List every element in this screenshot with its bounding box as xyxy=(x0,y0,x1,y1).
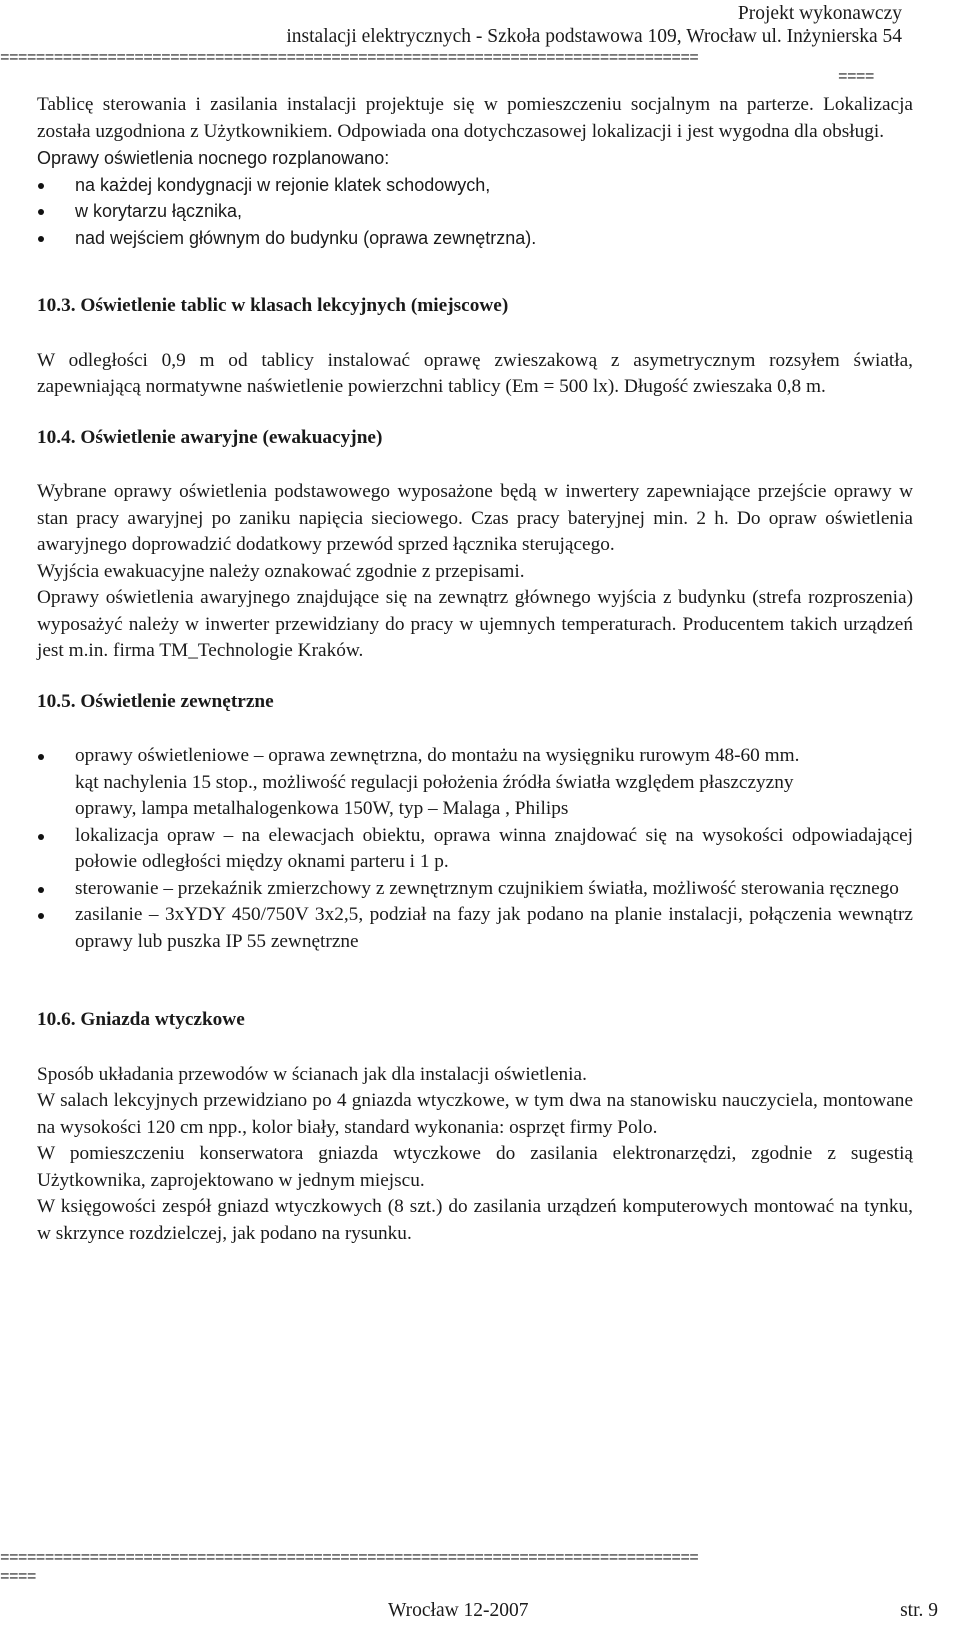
section-10-6-paragraph-2: W salach lekcyjnych przewidziano po 4 gniazda wtyczkowe, w tym dwa na stanowisku nauczyciela, montowane na wysokości 120 cm npp., kolor biały, standard wykonania: osprzęt firmy Polo. xyxy=(37,1090,913,1138)
header-subtitle: instalacji elektrycznych - Szkoła podstawowa 109, Wrocław ul. Inżynierska 54 xyxy=(286,26,902,47)
bullet-icon xyxy=(38,754,44,760)
list-item: sterowanie – przekaźnik zmierzchowy z zewnętrznym czujnikiem światła, możliwość sterowania ręcznego xyxy=(37,876,913,903)
section-10-6-paragraph-3: W pomieszczeniu konserwatora gniazda wtyczkowe do zasilania elektronarzędzi, zgodnie z sugestią Użytkownika, zaprojektowano w jednym miejscu. xyxy=(37,1143,913,1191)
header-title: Projekt wykonawczy xyxy=(737,3,902,24)
section-heading-10-5: 10.5. Oświetlenie zewnętrzne xyxy=(37,690,274,712)
list-item-continuation: oprawy, lampa metalhalogenkowa 150W, typ – Malaga , Philips xyxy=(75,798,569,819)
bullet-icon xyxy=(38,887,44,893)
section-heading-10-4: 10.4. Oświetlenie awaryjne (ewakuacyjne) xyxy=(37,426,383,448)
intro-paragraph: Tablicę sterowania i zasilania instalacji projektuje się w pomieszczeniu socjalnym na parterze. Lokalizacja została uzgodniona z Użytkownikiem. Odpowiada ona dotychczasowej lokalizacji i jest wygodna dla obsługi. xyxy=(37,94,913,142)
header-separator: ============================================================================== xyxy=(0,49,699,67)
section-10-4-paragraph-1: Wybrane oprawy oświetlenia podstawowego wyposażone będą w inwertery zapewniające przejście oprawy w stan pracy awaryjnej po zaniku napięcia sieciowego. Czas pracy bateryjnej min. 2 h. Do opraw oświetlenia awaryjnego doprowadzić dodatkowy przewód sprzed łącznika sterującego. xyxy=(37,481,913,555)
list-item: oprawy oświetleniowe – oprawa zewnętrzna, do montażu na wysięgniku rurowym 48-60 mm. xyxy=(37,743,913,770)
footer-separator-tail: ==== xyxy=(0,1568,36,1586)
intro-lighting-paragraph: Oprawy oświetlenia nocnego rozplanowano: xyxy=(37,148,390,168)
section-10-6-paragraph-4: W księgowości zespół gniazd wtyczkowych (8 szt.) do zasilania urządzeń komputerowych montować na tynku, w skrzynce rozdzielczej, jak podano na rysunku. xyxy=(37,1196,913,1244)
section-heading-10-3: 10.3. Oświetlenie tablic w klasach lekcyjnych (miejscowe) xyxy=(37,295,509,316)
section-heading-10-6: 10.6. Gniazda wtyczkowe xyxy=(37,1009,245,1030)
bullet-icon xyxy=(38,913,44,919)
list-item: na każdej kondygnacji w rejonie klatek schodowych, xyxy=(37,172,913,199)
footer-place-date: Wrocław 12-2007 xyxy=(388,1600,529,1621)
list-item: zasilanie – 3xYDY 450/750V 3x2,5, podział na fazy jak podano na planie instalacji, połączenia wewnątrz oprawy lub puszka IP 55 zewnętrzne xyxy=(37,902,913,955)
night-lighting-list xyxy=(37,172,913,252)
section-10-3-paragraph: W odległości 0,9 m od tablicy instalować oprawę zwieszakową z asymetrycznym rozsyłem światła, zapewniającą normatywne naświetlenie powierzchni tablicy (Em = 500 lx). Długość zwieszaka 0,8 m. xyxy=(37,349,913,397)
section-10-4-paragraph-2: Wyjścia ewakuacyjne należy oznakować zgodnie z przepisami. xyxy=(37,560,525,582)
bullet-icon xyxy=(38,834,44,840)
document-body xyxy=(37,92,913,1247)
footer-separator: ============================================================================== xyxy=(0,1549,699,1567)
list-item: lokalizacja opraw – na elewacjach obiektu, oprawa winna znajdować się na wysokości odpowiadającej połowie odległości między oknami parteru i 1 p. xyxy=(37,823,913,876)
list-item: w korytarzu łącznika, xyxy=(37,198,913,225)
outdoor-lighting-list xyxy=(37,743,913,770)
footer-page-number: str. 9 xyxy=(900,1600,938,1621)
section-10-4-paragraph-3: Oprawy oświetlenia awaryjnego znajdujące się na zewnątrz głównego wyjścia z budynku (strefa rozproszenia) wyposażyć należy w inwerter przewidziany do pracy w ujemnych temperaturach. Producentem takich urządzeń jest m.in. firma TM_Technologie Kraków. xyxy=(37,587,913,661)
list-item: nad wejściem głównym do budynku (oprawa zewnętrzna). xyxy=(37,225,913,252)
list-item-continuation: kąt nachylenia 15 stop., możliwość regulacji położenia źródła światła względem płaszczyzny xyxy=(75,771,794,793)
bullet-icon xyxy=(38,183,44,189)
bullet-icon xyxy=(38,236,44,242)
header-separator-tail: ==== xyxy=(838,68,874,86)
outdoor-lighting-list-cont xyxy=(37,823,913,956)
section-10-6-paragraph-1: Sposób układania przewodów w ścianach jak dla instalacji oświetlenia. xyxy=(37,1063,587,1085)
bullet-icon xyxy=(38,209,44,215)
